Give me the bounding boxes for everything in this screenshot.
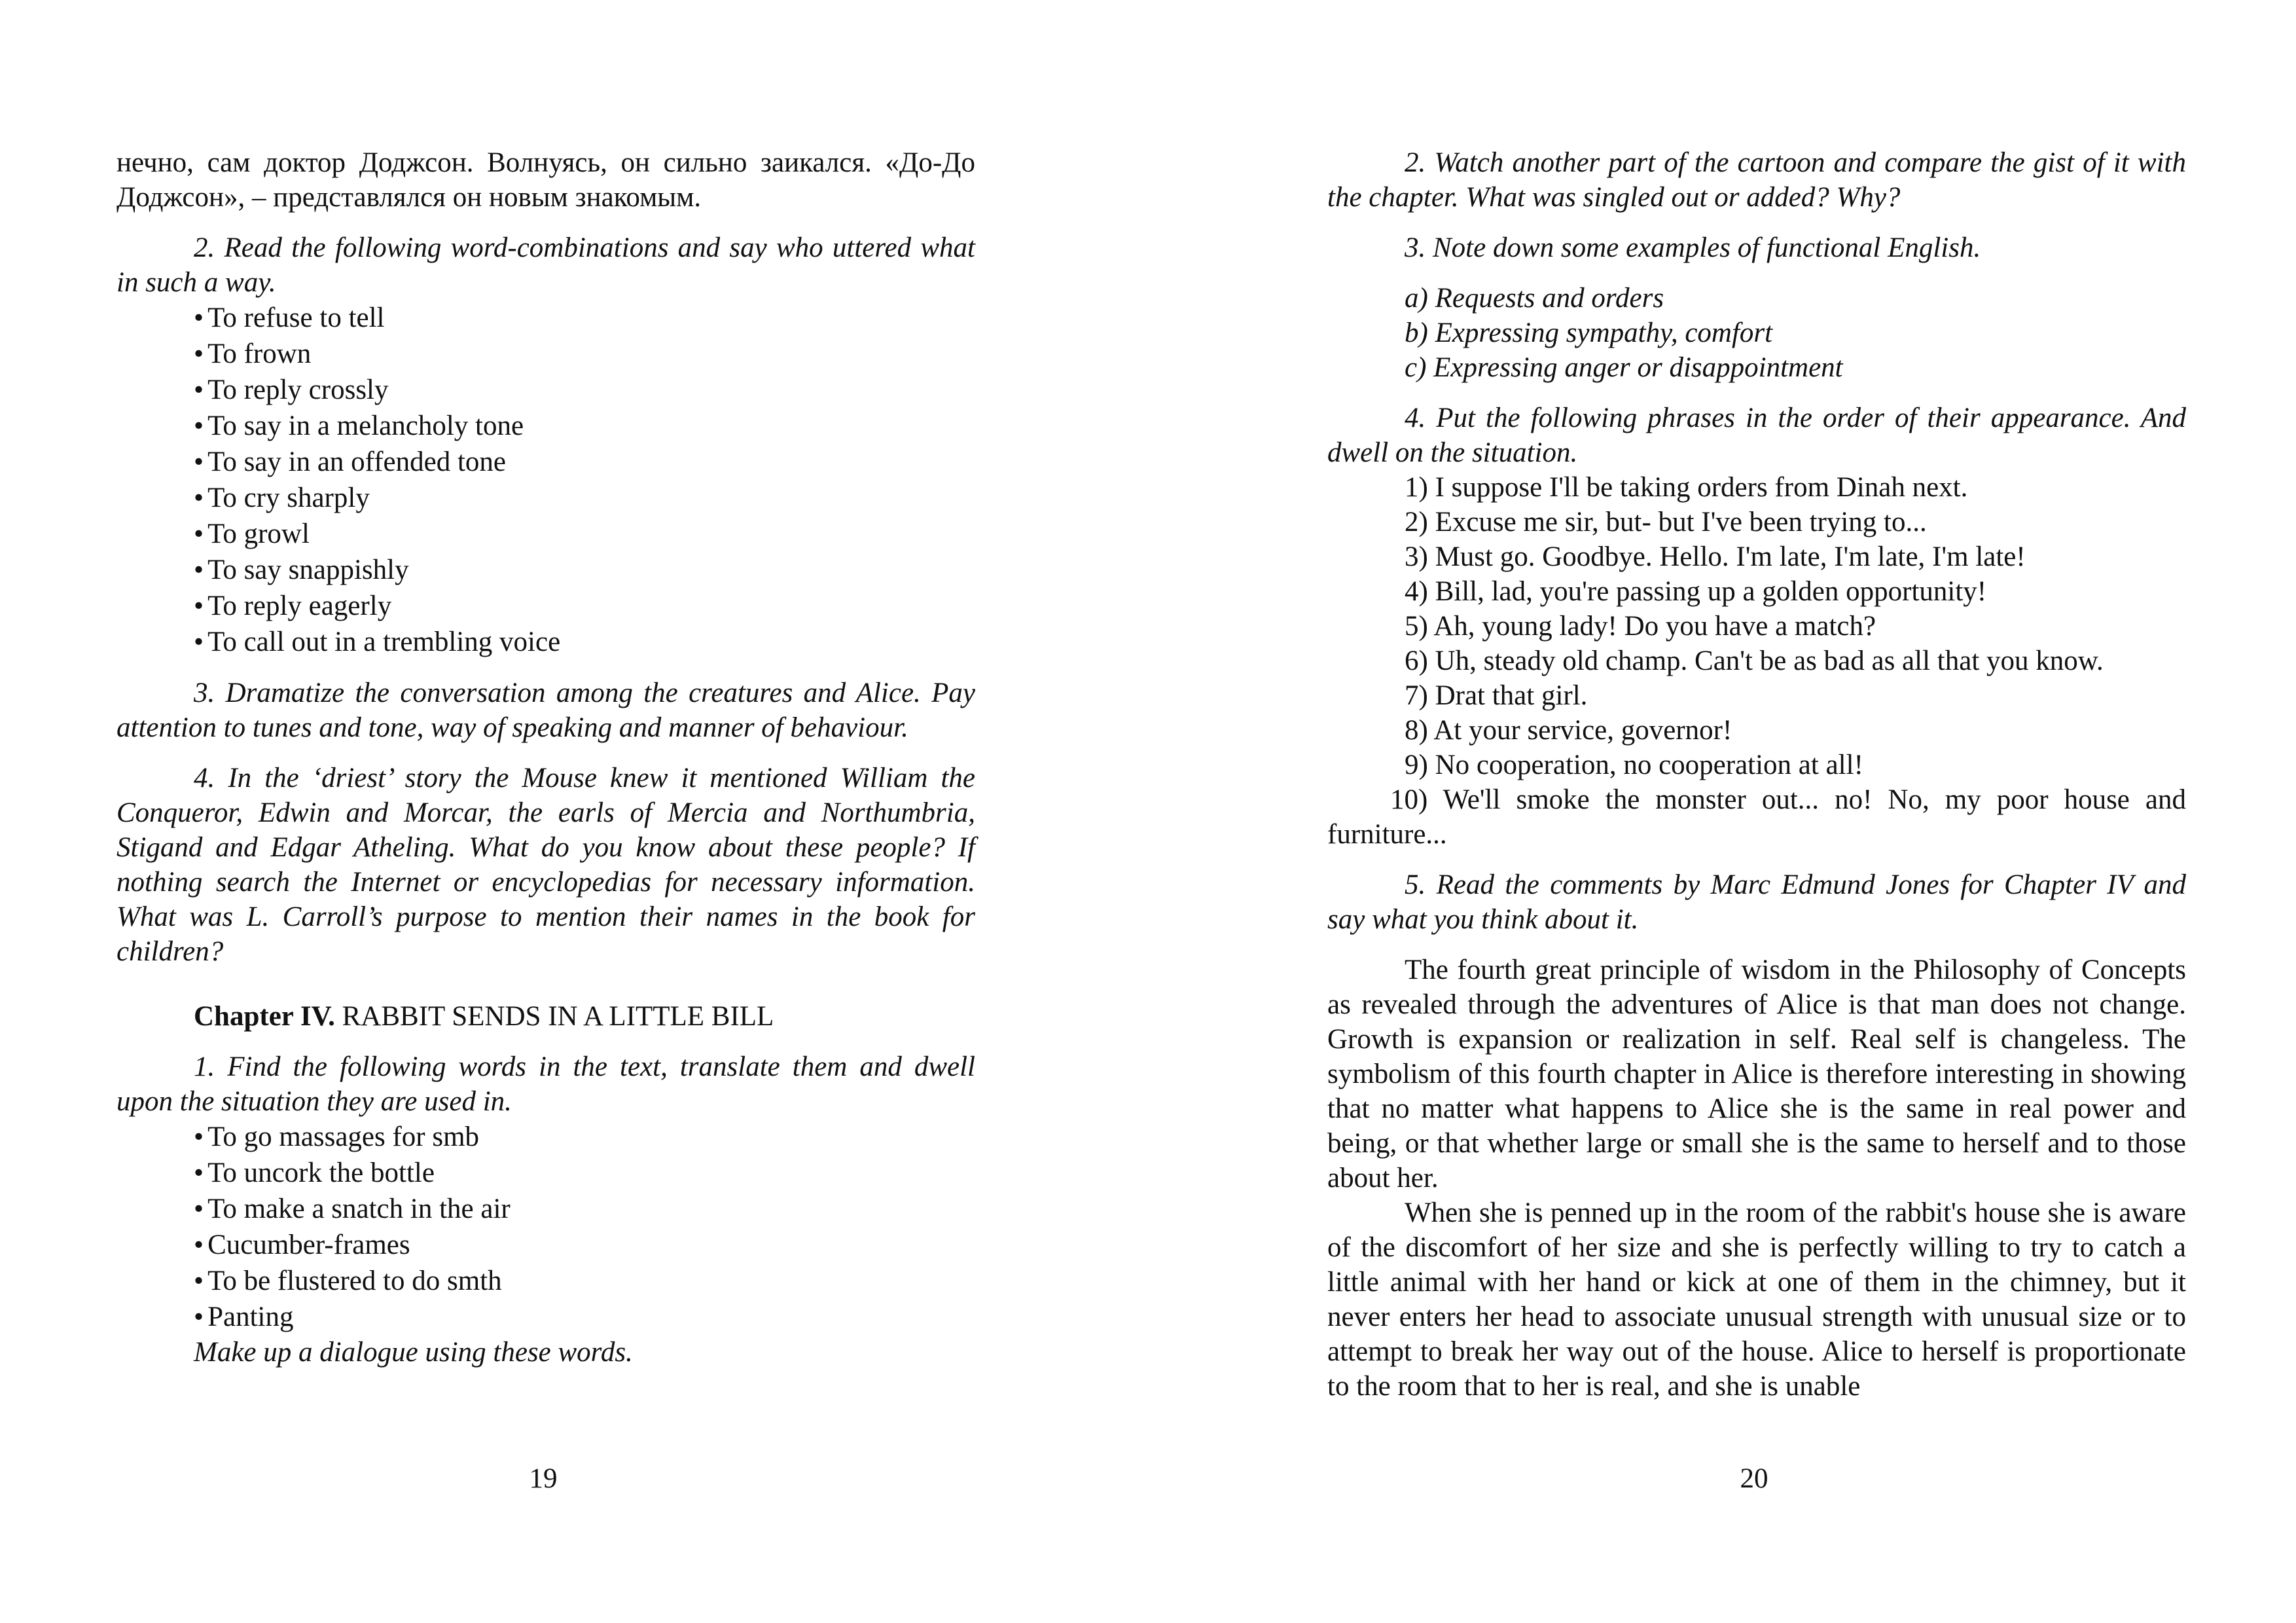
list-item: 7) Drat that girl. xyxy=(1405,680,1588,711)
task-4-instruction: 4. In the ‘driest’ story the Mouse knew it mentioned William the Conqueror, Edwin and Morcar, the earls of Mercia and Northumbria, Stigand and Edgar Atheling. What do you know about these people? If nothing search the Internet or encyclopedias for necessary information. What was L. Carroll’s purpose to mention their names in the book for children? xyxy=(117,763,975,967)
chapter-title: RABBIT SENDS IN A LITTLE BILL xyxy=(334,1001,774,1032)
list-item: a) Requests and orders xyxy=(1405,283,1664,314)
opening-paragraph: нечно, сам доктор Доджсон. Волнуясь, он сильно заикался. «До-До Доджсон», – представлялся он новым знакомым. xyxy=(117,147,975,213)
dialogue-note: Make up a dialogue using these words. xyxy=(194,1337,633,1368)
list-item: 9) No cooperation, no cooperation at all! xyxy=(1405,750,1863,780)
commentary-paragraph-2: When she is penned up in the room of the rabbit's house she is aware of the discomfort of her size and she is perfectly willing to try to catch a little animal with her hand or kick at one of them in the chimney, but it never enters her head to associate unusual strength with unusual size or to attempt to break her way out of the house. Alice to herself is proportionate to the room that to her is real, and she is unable xyxy=(1327,1197,2186,1402)
task-5-instruction: 5. Read the comments by Marc Edmund Jones for Chapter IV and say what you think about it. xyxy=(1327,869,2186,935)
task-3-instruction: 3. Dramatize the conversation among the creatures and Alice. Pay attention to tunes and tone, way of speaking and manner of behaviour. xyxy=(117,678,975,743)
list-item: • To reply eagerly xyxy=(194,588,975,624)
left-page xyxy=(117,145,975,1370)
list-item: • To say in a melancholy tone xyxy=(194,408,975,444)
list-item: 1) I suppose I'll be taking orders from Dinah next. xyxy=(1405,472,1968,503)
list-item: • To uncork the bottle xyxy=(194,1155,975,1191)
list-item: 10) We'll smoke the monster out... no! No, my poor house and furniture... xyxy=(1327,784,2186,850)
task-3-instruction: 3. Note down some examples of functional English. xyxy=(1405,232,1981,263)
list-item: • To say in an offended tone xyxy=(194,444,975,480)
list-item: 6) Uh, steady old champ. Can't be as bad as all that you know. xyxy=(1405,646,2104,676)
task-2-instruction: 2. Watch another part of the cartoon and compare the gist of it with the chapter. What was singled out or added? Why? xyxy=(1327,147,2186,213)
list-item: • To go massages for smb xyxy=(194,1119,975,1155)
task-2-list xyxy=(117,300,975,660)
list-item: • Cucumber-frames xyxy=(194,1227,975,1263)
task-3-list xyxy=(1327,281,2186,385)
list-item: • To reply crossly xyxy=(194,372,975,408)
list-item: • Panting xyxy=(194,1299,975,1335)
chapter-number: Chapter IV. xyxy=(194,1001,335,1032)
commentary-paragraph-1: The fourth great principle of wisdom in the Philosophy of Concepts as revealed through the adventures of Alice is that man does not change. Growth is expansion or realization in self. Real self is changeless. The symbolism of this fourth chapter in Alice is therefore interesting in showing that no matter what happens to Alice she is the same in real power and being, or that whether large or small she is the same to herself and to those about her. xyxy=(1327,955,2186,1194)
right-page xyxy=(1327,145,2186,1404)
list-item: • To make a snatch in the air xyxy=(194,1191,975,1227)
list-item: • To cry sharply xyxy=(194,480,975,516)
page-number-left: 19 xyxy=(529,1463,558,1494)
chapter-4-task-1-list xyxy=(117,1119,975,1335)
list-item: 4) Bill, lad, you're passing up a golden opportunity! xyxy=(1405,576,1987,607)
task-4-instruction: 4. Put the following phrases in the order of their appearance. And dwell on the situation. xyxy=(1327,403,2186,468)
chapter-heading xyxy=(117,999,975,1034)
list-item: 2) Excuse me sir, but- but I've been trying to... xyxy=(1405,507,1927,538)
chapter-4-task-1-instruction: 1. Find the following words in the text, translate them and dwell upon the situation they are used in. xyxy=(117,1051,975,1117)
list-item: 5) Ah, young lady! Do you have a match? xyxy=(1405,611,1876,642)
list-item: • To say snappishly xyxy=(194,552,975,588)
list-item: • To frown xyxy=(194,336,975,372)
list-item: • To growl xyxy=(194,516,975,552)
task-2-instruction: 2. Read the following word-combinations and say who uttered what in such a way. xyxy=(117,232,975,298)
list-item: • To call out in a trembling voice xyxy=(194,624,975,660)
list-item: c) Expressing anger or disappointment xyxy=(1405,352,1843,383)
page-number-right: 20 xyxy=(1740,1463,1768,1494)
list-item: 3) Must go. Goodbye. Hello. I'm late, I'm late, I'm late! xyxy=(1405,541,2026,572)
list-item: • To refuse to tell xyxy=(194,300,975,336)
list-item: b) Expressing sympathy, comfort xyxy=(1405,318,1773,348)
list-item: • To be flustered to do smth xyxy=(194,1263,975,1299)
task-4-phrase-list xyxy=(1327,470,2186,852)
list-item: 8) At your service, governor! xyxy=(1405,715,1732,746)
